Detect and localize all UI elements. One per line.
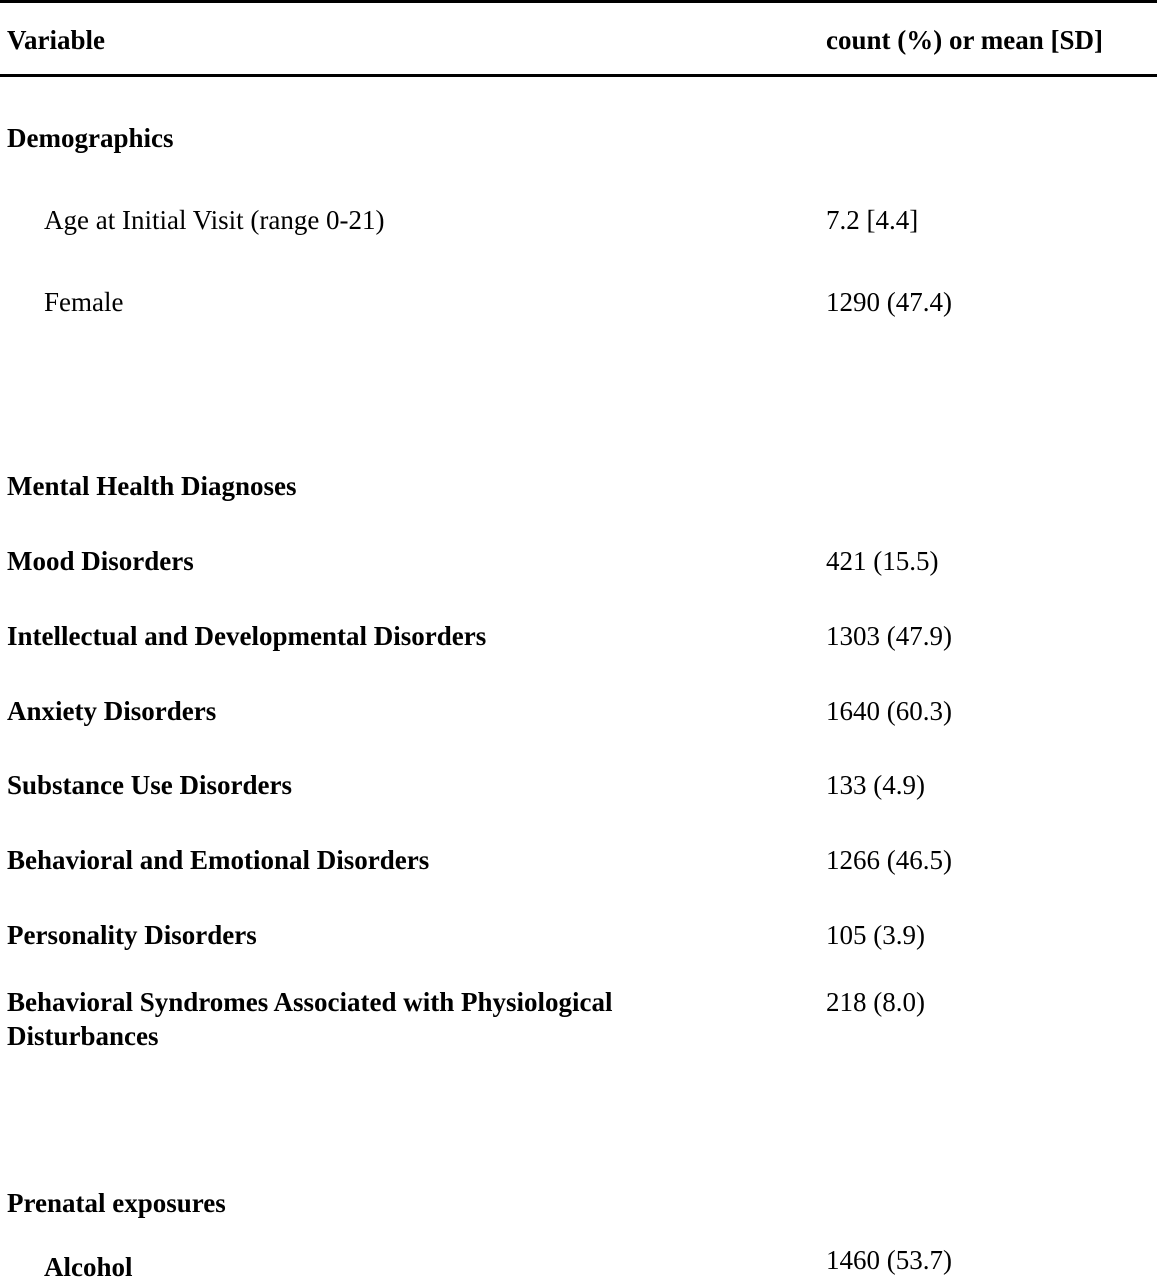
row-value-mood: 421 (15.5) [826, 546, 939, 576]
row-value-substance: 133 (4.9) [826, 770, 925, 800]
header-value: count (%) or mean [SD] [826, 25, 1103, 55]
row-label-alcohol: Alcohol [44, 1252, 133, 1282]
row-label-female: Female [44, 287, 124, 317]
row-value-intellectual: 1303 (47.9) [826, 621, 952, 651]
section-heading-demographics: Demographics [7, 123, 174, 153]
row-value-behavioral-syndromes: 218 (8.0) [826, 987, 925, 1017]
row-label-personality: Personality Disorders [7, 920, 257, 950]
row-value-female: 1290 (47.4) [826, 287, 952, 317]
row-label-substance: Substance Use Disorders [7, 770, 293, 800]
row-label-anxiety: Anxiety Disorders [7, 696, 217, 726]
row-label-age: Age at Initial Visit (range 0-21) [44, 205, 385, 235]
row-value-personality: 105 (3.9) [826, 920, 925, 950]
table-top-rule [0, 0, 1157, 3]
header-variable: Variable [7, 25, 106, 55]
row-value-age: 7.2 [4.4] [826, 205, 919, 235]
table-header-rule [0, 74, 1157, 77]
row-value-alcohol: 1460 (53.7) [826, 1245, 952, 1275]
row-label-behavioral-emotional: Behavioral and Emotional Disorders [7, 845, 430, 875]
row-value-anxiety: 1640 (60.3) [826, 696, 952, 726]
row-label-behavioral-syndromes: Behavioral Syndromes Associated with Physiological Disturbances [7, 987, 613, 1051]
row-label-mood: Mood Disorders [7, 546, 194, 576]
row-value-behavioral-emotional: 1266 (46.5) [826, 845, 952, 875]
row-label-intellectual: Intellectual and Developmental Disorders [7, 621, 487, 651]
section-heading-mental-health: Mental Health Diagnoses [7, 471, 297, 501]
section-heading-prenatal: Prenatal exposures [7, 1188, 226, 1218]
